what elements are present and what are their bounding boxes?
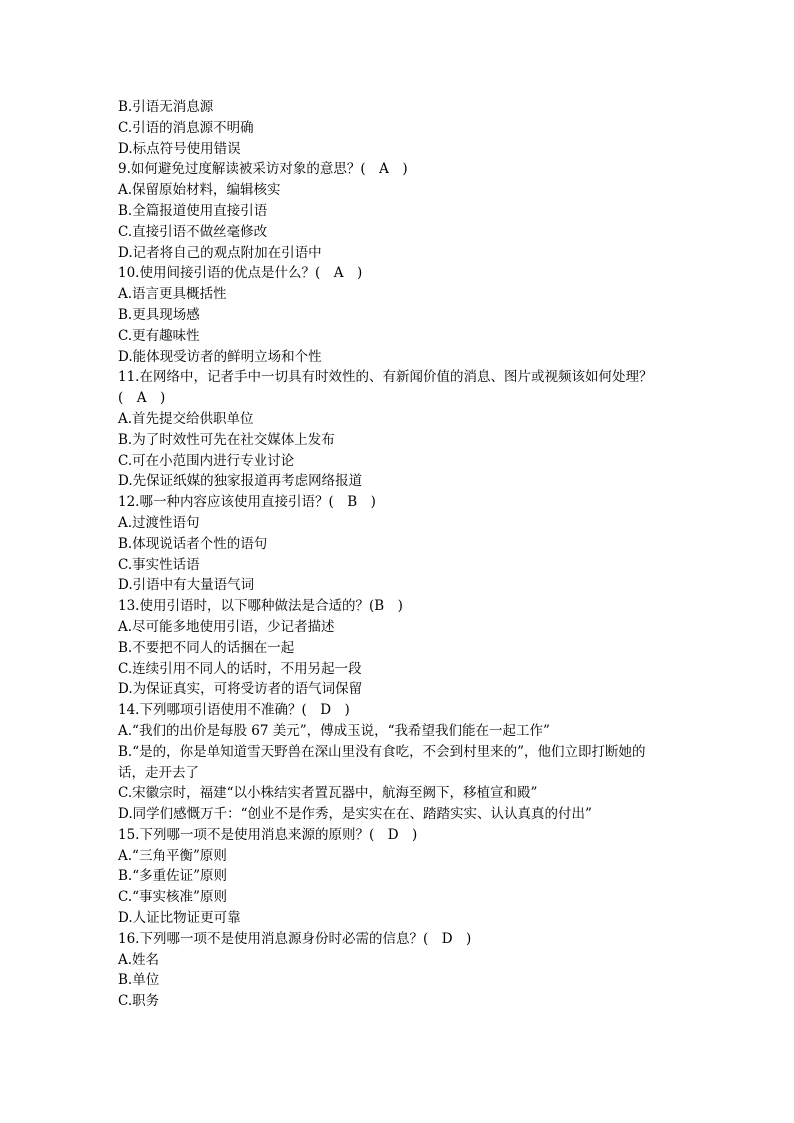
q16-question: 16.下列哪一项不是使用消息源身份时必需的信息？( D ) (118, 930, 472, 947)
q16-option-a: A.姓名 (118, 951, 160, 968)
q14-option-d: D.同学们感慨万千：“创业不是作秀，是实实在在、踏踏实实、认认真真的付出” (118, 806, 592, 823)
q10-option-b: B.更具现场感 (118, 306, 200, 323)
q11-option-c: C.可在小范围内进行专业讨论 (118, 452, 295, 469)
q11-option-a: A.首先提交给供职单位 (118, 410, 254, 427)
q12-question: 12.哪一种内容应该使用直接引语？( B ) (118, 494, 376, 511)
q13-option-c: C.连续引用不同人的话时，不用另起一段 (118, 660, 362, 677)
q8-option-b: B.引语无消息源 (118, 99, 214, 115)
q13-option-a: A.尽可能多地使用引语，少记者描述 (118, 618, 335, 635)
q11-answer: ( A ) (118, 390, 166, 407)
q14-option-a: A.“我们的出价是每股 67 美元”，傅成玉说，“我希望我们能在一起工作” (118, 722, 550, 739)
q10-question: 10.使用间接引语的优点是什么？( A ) (118, 265, 363, 282)
q9-option-c: C.直接引语不做丝毫修改 (118, 223, 268, 240)
q11-question: 11.在网络中，记者手中一切具有时效性的、有新闻价值的消息、图片或视频该如何处理？ (118, 369, 653, 386)
q14-option-c: C.宋徽宗时，福建“以小株结实者置瓦器中，航海至阙下，移植宣和殿” (118, 785, 538, 802)
q12-option-b: B.体现说话者个性的语句 (118, 535, 268, 552)
q11-option-b: B.为了时效性可先在社交媒体上发布 (118, 431, 335, 448)
q12-option-d: D.引语中有大量语气词 (118, 577, 255, 594)
q10-option-c: C.更有趣味性 (118, 327, 200, 344)
q16-option-c: C.职务 (118, 993, 160, 1010)
q15-option-d: D.人证比物证更可靠 (118, 910, 241, 927)
document-page (118, 97, 678, 1012)
q16-option-b: B.单位 (118, 972, 160, 989)
q14-question: 14.下列哪项引语使用不准确？( D ) (118, 702, 350, 719)
q14-option-b-continued: 话，走开去了 (118, 764, 199, 781)
q9-option-b: B.全篇报道使用直接引语 (118, 202, 268, 219)
q12-option-a: A.过渡性语句 (118, 514, 200, 531)
q13-option-d: D.为保证真实，可将受访者的语气词保留 (118, 681, 363, 698)
q15-question: 15.下列哪一项不是使用消息来源的原则？( D ) (118, 826, 418, 843)
q9-question: 9.如何避免过度解读被采访对象的意思？( A ) (118, 161, 408, 178)
q15-option-b: B.“多重佐证”原则 (118, 868, 228, 885)
q9-option-d: D.记者将自己的观点附加在引语中 (118, 244, 322, 261)
q10-option-a: A.语言更具概括性 (118, 286, 227, 303)
q15-option-c: C.“事实核准”原则 (118, 889, 227, 906)
q12-option-c: C.事实性话语 (118, 556, 200, 573)
q15-option-a: A.“三角平衡”原则 (118, 847, 227, 864)
q14-option-b: B.“是的，你是单知道雪天野兽在深山里没有食吃，不会到村里来的”，他们立即打断她的 (118, 743, 646, 760)
q8-option-d: D.标点符号使用错误 (118, 140, 241, 157)
q13-option-b: B.不要把不同人的话捆在一起 (118, 639, 295, 656)
q13-question: 13.使用引语时，以下哪种做法是合适的？(B ) (118, 598, 403, 615)
q8-option-c: C.引语的消息源不明确 (118, 119, 254, 136)
q11-option-d: D.先保证纸媒的独家报道再考虑网络报道 (118, 473, 363, 490)
q9-option-a: A.保留原始材料，编辑核实 (118, 182, 281, 199)
q10-option-d: D.能体现受访者的鲜明立场和个性 (118, 348, 322, 365)
